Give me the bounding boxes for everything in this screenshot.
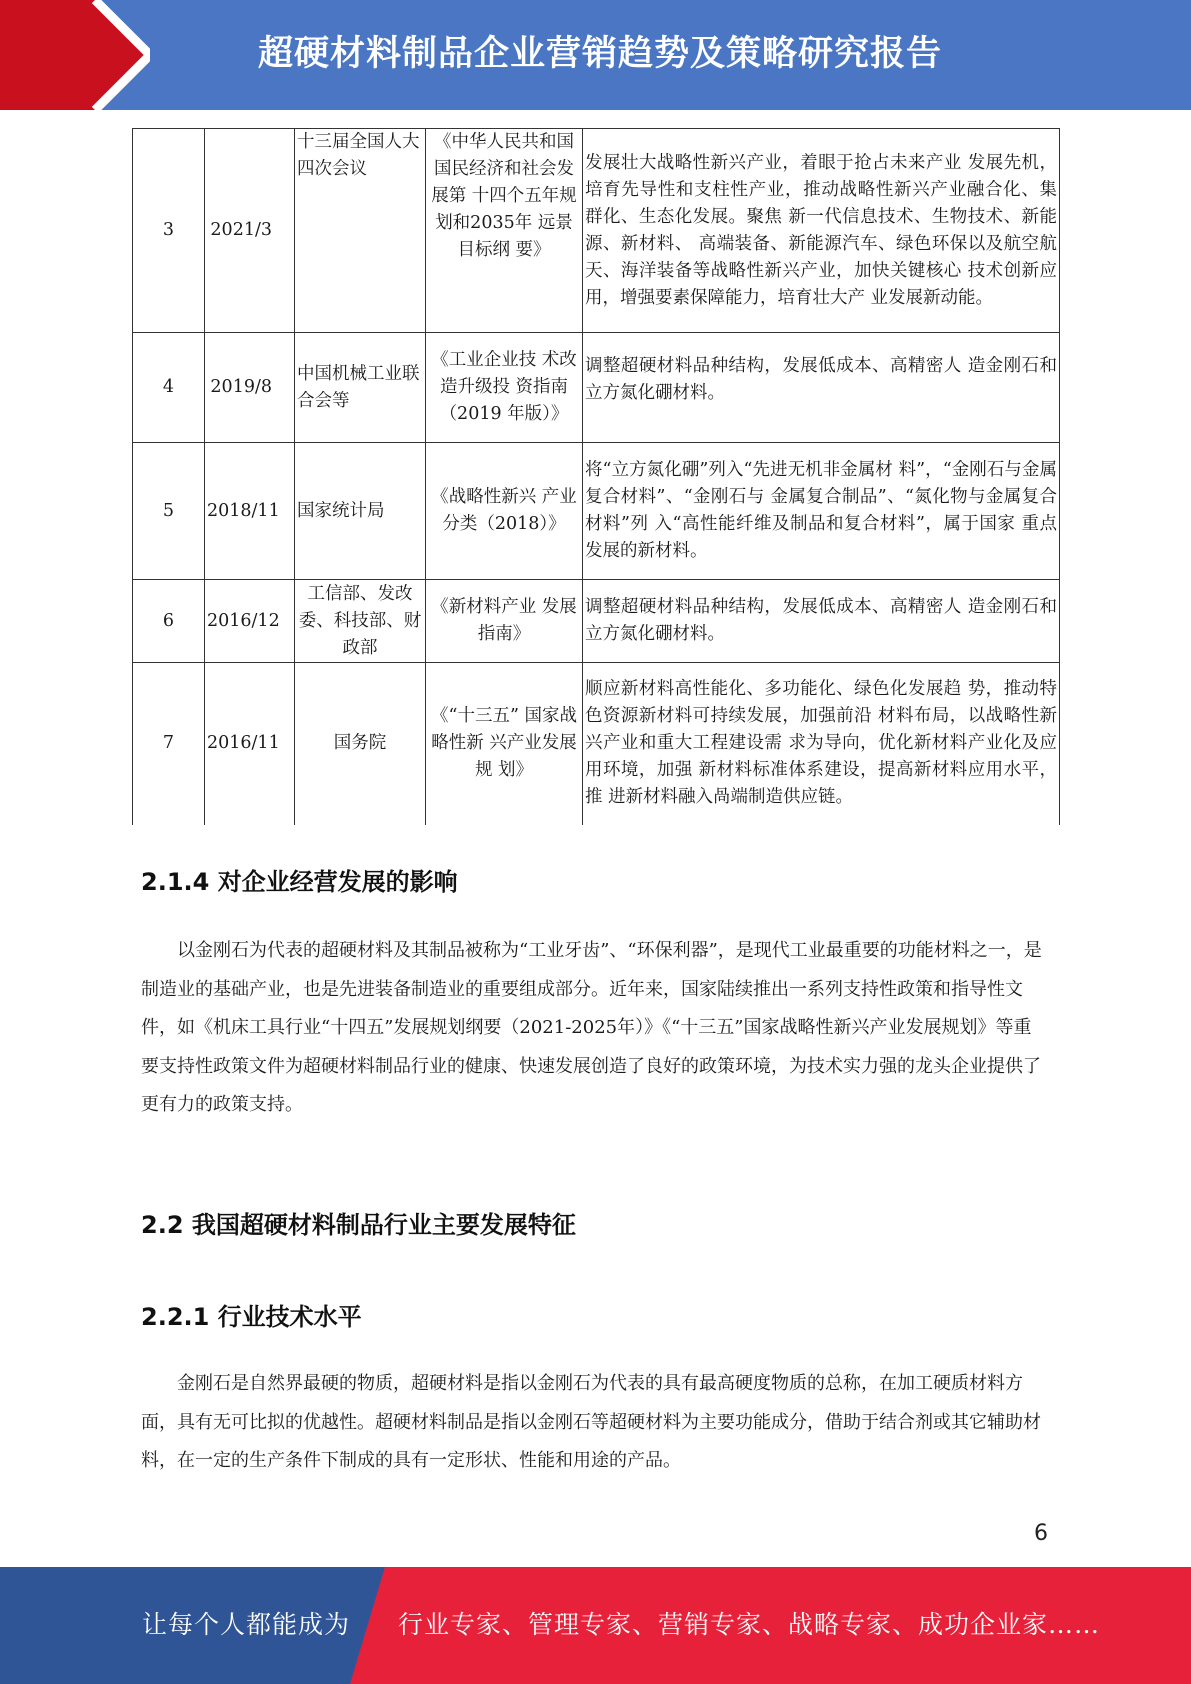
page-header <box>0 0 1191 110</box>
section-heading-2-2-1: 2.2.1 行业技术水平 <box>141 1303 362 1331</box>
row-number-cell: 5 <box>133 443 205 580</box>
report-title: 超硬材料制品企业营销趋势及策略研究报告 <box>258 34 943 74</box>
table-row <box>133 129 1060 333</box>
content-cell: 发展壮大战略性新兴产业，着眼于抢占未来产业 发展先机，培育先导性和支柱性产业，推动战略性新兴产业融合化、集群化、生态化发展。聚焦 新一代信息技术、生物技术、新能源、新材料、 高端装备、新能源汽车、绿色环保以及航空航 天、海洋装备等战略性新兴产业，加快关键核心 技术创新应用，增强要素保障能力，培育壮大产 业发展新动能。 <box>583 129 1060 333</box>
section-heading-2-1-4: 2.1.4 对企业经营发展的影响 <box>141 868 458 896</box>
issuer-cell: 中国机械工业联合会等 <box>295 333 426 443</box>
row-number-cell: 7 <box>133 663 205 825</box>
table-row <box>133 443 1060 580</box>
table-row <box>133 580 1060 663</box>
date-cell: 2021/3 <box>205 129 295 333</box>
section-paragraph-2-1-4: 以金刚石为代表的超硬材料及其制品被称为“工业牙齿”、“环保利器”，是现代工业最重要的功能材料之一，是制造业的基础产业，也是先进装备制造业的重要组成部分。近年来，国家陆续推出一系列支持性政策和指导性文件，如《机床工具行业“十四五”发展规划纲要（2021-2025年）》《“十三五”国家战略性新兴产业发展规划》等重要支持性政策文件为超硬材料制品行业的健康、快速发展创造了良好的政策环境，为技术实力强的龙头企业提供了更有力的政策支持。 <box>141 940 1042 1115</box>
issuer-cell: 国家统计局 <box>295 443 426 580</box>
table-row <box>133 663 1060 825</box>
row-number-cell: 3 <box>133 129 205 333</box>
row-number-cell: 6 <box>133 580 205 663</box>
page-number: 6 <box>1034 1521 1048 1546</box>
row-number-cell: 4 <box>133 333 205 443</box>
date-cell: 2016/12 <box>205 580 295 663</box>
document-cell: 《“十三五” 国家战略性新 兴产业发展规 划》 <box>426 663 583 825</box>
header-red-arrow-decoration <box>0 0 150 110</box>
footer-slogan-right: 行业专家、管理专家、营销专家、战略专家、成功企业家…… <box>398 1610 1101 1639</box>
content-cell: 将“立方氮化硼”列入“先进无机非金属材 料”，“金刚石与金属复合材料”、“金刚石与 金属复合制品”、“氮化物与金属复合材料”列 入“高性能纤维及制品和复合材料”，属于国家 重点发展的新材料。 <box>583 443 1060 580</box>
document-cell: 《战略性新兴 产业分类（2018）》 <box>426 443 583 580</box>
section-heading-2-2: 2.2 我国超硬材料制品行业主要发展特征 <box>141 1211 576 1239</box>
content-cell: 顺应新材料高性能化、多功能化、绿色化发展趋 势，推动特色资源新材料可持续发展，加强前沿 材料布局，以战略性新兴产业和重大工程建设需 求为导向，优化新材料产业化及应用环境，加强 新材料标准体系建设，提高新材料应用水平，推 进新材料融入咼端制造供应链。 <box>583 663 1060 825</box>
document-cell: 《工业企业技 术改造升级投 资指南（2019 年版）》 <box>426 333 583 443</box>
date-cell: 2016/11 <box>205 663 295 825</box>
page-footer <box>0 1567 1191 1684</box>
table-row <box>133 333 1060 443</box>
date-cell: 2019/8 <box>205 333 295 443</box>
date-cell: 2018/11 <box>205 443 295 580</box>
content-cell: 调整超硬材料品种结构，发展低成本、高精密人 造金刚石和立方氮化硼材料。 <box>583 333 1060 443</box>
issuer-cell: 十三届全国人大四次会议 <box>295 129 426 333</box>
section-paragraph-2-2-1: 金刚石是自然界最硬的物质，超硬材料是指以金刚石为代表的具有最高硬度物质的总称，在加工硬质材料方面，具有无可比拟的优越性。超硬材料制品是指以金刚石等超硬材料为主要功能成分，借助于结合剂或其它辅助材料，在一定的生产条件下制成的具有一定形状、性能和用途的产品。 <box>141 1373 1041 1471</box>
footer-slogan-left: 让每个人都能成为 <box>142 1610 351 1639</box>
document-cell: 《中华人民共和国国民经济和社会发展第 十四个五年规 划和2035年 远景目标纲 要》 <box>426 129 583 333</box>
issuer-cell: 工信部、发改委、科技部、财政部 <box>295 580 426 663</box>
policy-table <box>132 128 1060 825</box>
issuer-cell: 国务院 <box>295 663 426 825</box>
content-cell: 调整超硬材料品种结构，发展低成本、高精密人 造金刚石和立方氮化硼材料。 <box>583 580 1060 663</box>
document-cell: 《新材料产业 发展指南》 <box>426 580 583 663</box>
